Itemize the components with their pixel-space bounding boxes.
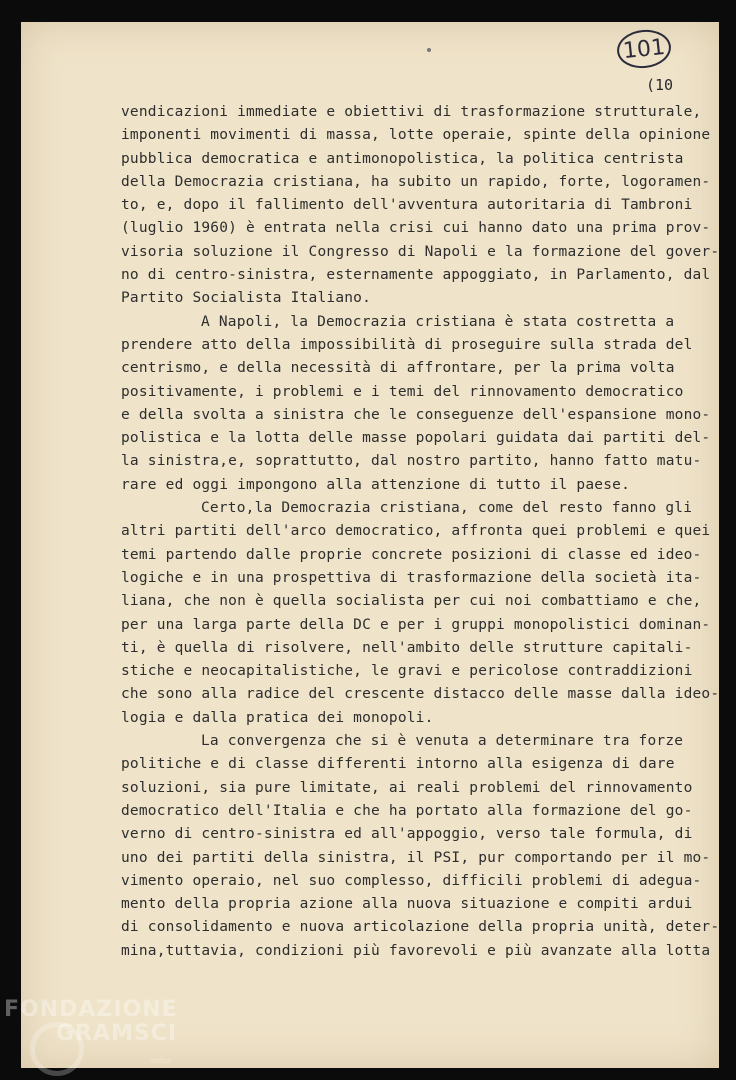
text-line: vimento operaio, nel suo complesso, difficili problemi di adegua-: [121, 872, 702, 889]
text-line: politiche e di classe differenti intorno alla esigenza di dare: [121, 756, 675, 773]
watermark-line1: FONDAZIONE: [4, 997, 178, 1022]
text-line: Partito Socialista Italiano.: [121, 290, 372, 307]
text-line: vendicazioni immediate e obiettivi di trasformazione strutturale,: [121, 104, 702, 120]
text-line: temi partendo dalle proprie concrete posizioni di classe ed ideo-: [121, 546, 702, 563]
watermark: [4, 998, 178, 1046]
text-line: altri partiti dell'arco democratico, affronta quei problemi e quei: [121, 523, 711, 540]
text-line: positivamente, i problemi e i temi del rinnovamento democratico: [121, 383, 684, 400]
text-line: liana, che non è quella socialista per cui noi combattiamo e che,: [121, 593, 702, 610]
text-line: che sono alla radice del crescente distacco delle masse dalla ideo-: [121, 686, 720, 703]
text-line: ti, è quella di risolvere, nell'ambito delle strutture capitali-: [121, 639, 693, 656]
text-line: logiche e in una prospettiva di trasformazione della società ita-: [121, 569, 702, 586]
watermark-line2: GRAMSCI: [56, 1021, 178, 1046]
watermark-small: onlus: [150, 1056, 172, 1065]
text-line: e della svolta a sinistra che le conseguenze dell'espansione mono-: [121, 406, 711, 423]
text-line: uno dei partiti della sinistra, il PSI, pur comportando per il mo-: [121, 849, 711, 866]
text-line: rare ed oggi impongono alla attenzione di tutto il paese.: [121, 476, 630, 493]
text-line: Certo,la Democrazia cristiana, come del resto fanno gli: [201, 500, 693, 517]
text-line: mento della propria azione alla nuova situazione e compiti ardui: [121, 896, 693, 913]
text-line: democratico dell'Italia e che ha portato alla formazione del go-: [121, 802, 693, 819]
text-line: mina,tuttavia, condizioni più favorevoli e più avanzate alla lotta: [121, 942, 711, 959]
text-line: A Napoli, la Democrazia cristiana è stata costretta a: [201, 313, 675, 330]
text-line: imponenti movimenti di massa, lotte operaie, spinte della opinione: [121, 127, 711, 144]
text-line: (luglio 1960) è entrata nella crisi cui hanno dato una prima prov-: [121, 220, 711, 237]
text-line: logia e dalla pratica dei monopoli.: [121, 709, 434, 726]
text-line: verno di centro-sinistra ed all'appoggio, verso tale formula, di: [121, 826, 693, 843]
text-line: stiche e neocapitalistiche, le gravi e pericolose contraddizioni: [121, 663, 693, 680]
paper-speck: [427, 48, 431, 52]
page-number: (10: [646, 76, 674, 94]
text-line: per una larga parte della DC e per i gruppi monopolistici dominan-: [121, 616, 711, 633]
text-line: polistica e la lotta delle masse popolari guidata dai partiti del-: [121, 430, 711, 447]
text-line: pubblica democratica e antimonopolistica, la politica centrista: [121, 150, 684, 167]
text-line: La convergenza che si è venuta a determinare tra forze: [201, 733, 684, 750]
text-line: visoria soluzione il Congresso di Napoli e la formazione del gover-: [121, 243, 720, 260]
text-line: no di centro-sinistra, esternamente appoggiato, in Parlamento, dal: [121, 267, 711, 284]
text-line: centrismo, e della necessità di affrontare, per la prima volta: [121, 360, 675, 377]
typewritten-text: [121, 101, 720, 963]
text-line: prendere atto della impossibilità di proseguire sulla strada del: [121, 336, 693, 353]
text-line: della Democrazia cristiana, ha subito un rapido, forte, logoramen-: [121, 173, 711, 190]
text-line: soluzioni, sia pure limitate, ai reali problemi del rinnovamento: [121, 779, 693, 796]
text-line: la sinistra,e, soprattutto, dal nostro partito, hanno fatto matu-: [121, 453, 702, 470]
page-stamp: 101: [615, 27, 673, 70]
text-line: di consolidamento e nuova articolazione della propria unità, deter-: [121, 919, 720, 936]
text-line: to, e, dopo il fallimento dell'avventura autoritaria di Tambroni: [121, 197, 693, 214]
